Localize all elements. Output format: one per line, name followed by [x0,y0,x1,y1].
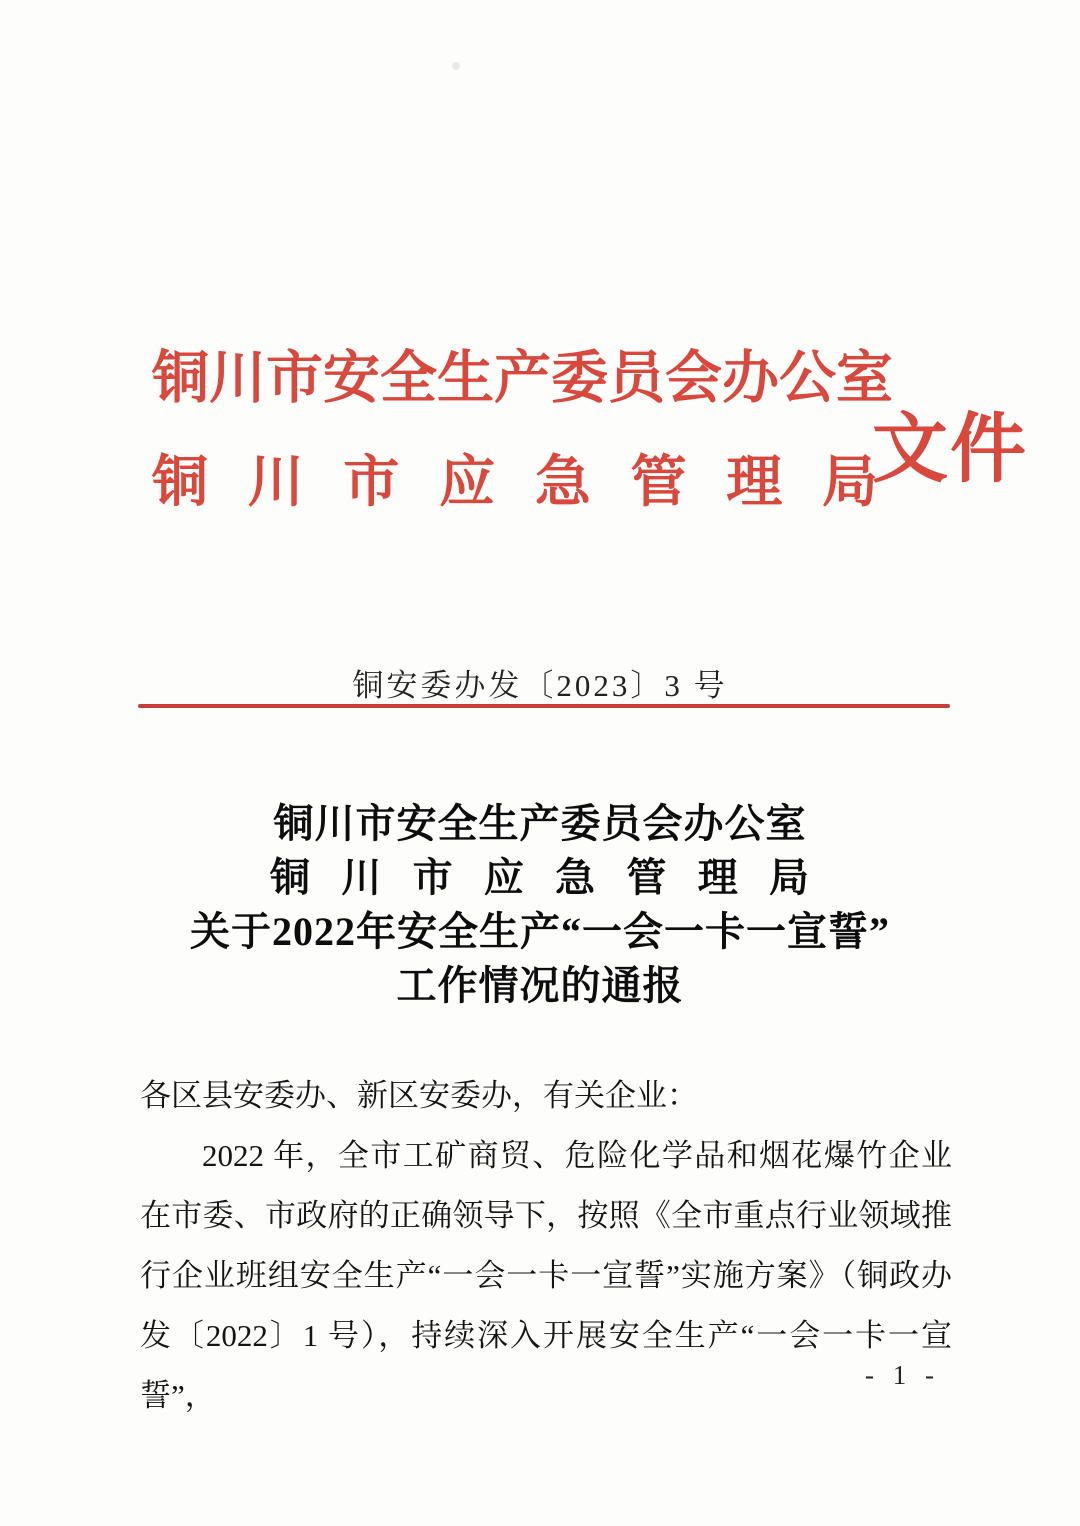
letterhead-doc-type-label: 文件 [872,408,1028,492]
letterhead-org-line2: 铜 川 市 应 急 管 理 局 [152,451,878,514]
red-divider-rule [138,704,950,708]
title-line-3: 关于2022年安全生产“一会一卡一宣誓” [190,909,890,954]
document-body [140,1066,952,1426]
document-number: 铜安委办发〔2023〕3 号 [352,668,728,703]
body-salutation: 各区县安委办、新区安委办，有关企业： [140,1078,698,1113]
scan-artifact [452,62,460,70]
title-line-1: 铜川市安全生产委员会办公室 [273,801,807,846]
document-title [0,797,1080,1013]
letterhead-org-line1: 铜川市安全生产委员会办公室 [152,347,893,410]
title-line-4: 工作情况的通报 [396,963,684,1008]
red-letterhead [152,347,893,514]
page-number: - 1 - [865,1360,940,1390]
body-paragraph-1: 2022 年，全市工矿商贸、危险化学品和烟花爆竹企业在市委、市政府的正确领导下，按照《全市重点行业领域推行企业班组安全生产“一会一卡一宣誓”实施方案》（铜政办发〔2022〕1 号），持续深入开展安全生产“一会一卡一宣誓”， [140,1138,952,1413]
title-line-2: 铜 川 市 应 急 管 理 局 [270,855,810,900]
